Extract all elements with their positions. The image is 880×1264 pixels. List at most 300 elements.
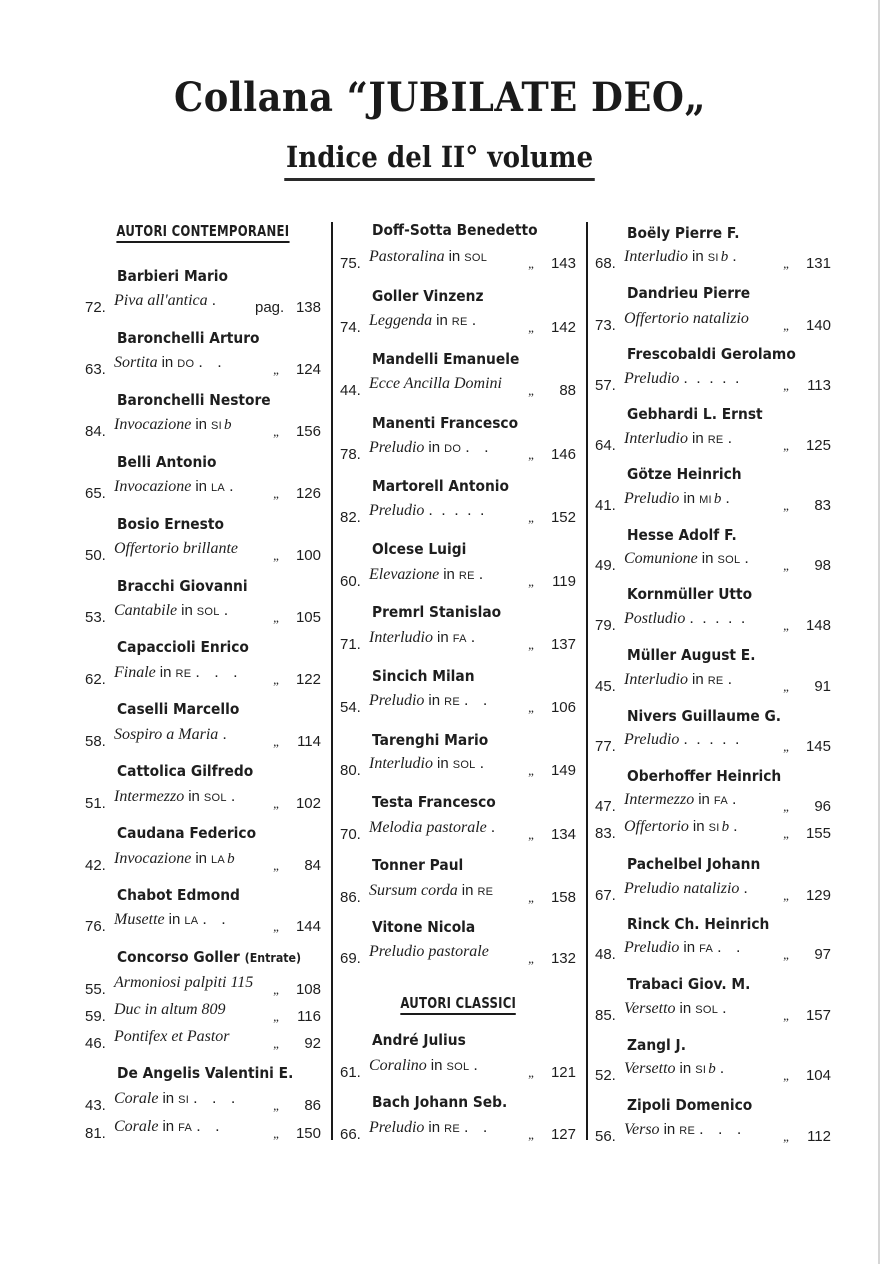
composer-name: [627, 975, 750, 993]
leader-dots: .: [471, 312, 482, 329]
composer-name: [627, 1036, 686, 1054]
index-entry[interactable]: [340, 1057, 576, 1081]
piece-title: Preludio: [624, 939, 680, 956]
entry-title-slot: [624, 310, 769, 330]
entry-title-slot: [624, 550, 769, 570]
index-entry[interactable]: [595, 818, 831, 842]
key-preposition: in: [437, 755, 449, 772]
musical-key: FA: [178, 1122, 193, 1134]
key-preposition: in: [683, 939, 696, 956]
entry-number: 57.: [595, 377, 616, 394]
key-preposition: in: [428, 439, 441, 456]
page-number: 122: [295, 671, 321, 688]
composer-name-text: Caselli Marcello: [117, 700, 240, 718]
composer-name-text: Concorso Goller: [117, 948, 240, 966]
key-preposition: in: [428, 1119, 441, 1136]
composer-name: [117, 700, 239, 718]
entry-number: 56.: [595, 1128, 616, 1145]
entry-title-slot: [624, 430, 769, 450]
entry-number: 54.: [340, 699, 361, 716]
key-preposition: in: [188, 788, 200, 805]
musical-key: SI: [707, 252, 719, 264]
composer-name-text: Doff-Sotta Benedetto: [372, 221, 538, 239]
composer-name: [627, 767, 781, 785]
ditto-mark: „: [528, 637, 534, 652]
musical-key: RE: [458, 570, 475, 582]
ditto-mark: „: [783, 318, 789, 333]
entry-title-slot: [114, 1028, 259, 1048]
index-entry[interactable]: [85, 292, 321, 316]
entry-title: [369, 439, 494, 457]
entry-number: 67.: [595, 887, 616, 904]
composer-name: [627, 345, 796, 363]
leader-dots: . . . . .: [683, 370, 742, 387]
entry-title-slot: [624, 1121, 769, 1141]
entry-title-slot: [114, 974, 259, 994]
page-number: 86: [304, 1097, 321, 1114]
page-number: 131: [805, 255, 831, 272]
index-entry[interactable]: [340, 502, 576, 526]
entry-title-slot: [624, 671, 769, 691]
musical-key: FA: [452, 633, 467, 645]
ditto-mark: „: [273, 1098, 279, 1113]
entry-number: 80.: [340, 762, 361, 779]
index-entry[interactable]: [85, 478, 321, 502]
entry-title: [114, 478, 239, 496]
entry-number: 65.: [85, 485, 106, 502]
ditto-mark: „: [783, 498, 789, 513]
composer-name: [372, 731, 488, 749]
entry-title: [114, 1090, 240, 1108]
entry-title: [624, 791, 741, 809]
page-number: 152: [550, 509, 576, 526]
entry-title: [369, 312, 481, 330]
entry-title-slot: [369, 882, 514, 902]
index-entry[interactable]: [595, 939, 831, 963]
entry-number: 60.: [340, 573, 361, 590]
entry-number: 52.: [595, 1067, 616, 1084]
leader-dots: .: [719, 1060, 730, 1077]
piece-title: Leggenda: [369, 312, 433, 329]
entry-title-slot: [114, 354, 259, 374]
index-entry[interactable]: [595, 310, 831, 334]
ditto-mark: „: [528, 447, 534, 462]
page-number: 148: [805, 617, 831, 634]
index-entry[interactable]: [340, 1119, 576, 1143]
musical-key: MI: [699, 494, 712, 506]
index-entry[interactable]: [85, 602, 321, 626]
key-preposition: in: [195, 850, 207, 867]
page-title: Collana “JUBILATE DEO„: [173, 74, 706, 121]
page-number: 143: [550, 255, 576, 272]
musical-key: DO: [177, 358, 195, 370]
page-number: 114: [297, 733, 321, 750]
page-number: 84: [304, 857, 321, 874]
entry-title: [369, 755, 489, 773]
entry-title-slot: [369, 566, 514, 586]
entry-number: 82.: [340, 509, 361, 526]
entry-title-slot: [114, 911, 259, 931]
ditto-mark: „: [783, 799, 789, 814]
entry-number: 42.: [85, 857, 106, 874]
index-entry[interactable]: [85, 354, 321, 378]
leader-dots: .: [478, 566, 489, 583]
piece-title: Ecce Ancilla Domini: [369, 375, 502, 392]
key-preposition: in: [428, 692, 441, 709]
musical-key: LA: [211, 482, 226, 494]
page-number: 102: [295, 795, 321, 812]
page-number: 113: [807, 377, 831, 394]
composer-name: [372, 540, 466, 558]
entry-title-slot: [369, 375, 514, 395]
musical-key: SI: [178, 1094, 190, 1106]
entry-number: 46.: [85, 1035, 106, 1052]
ditto-mark: „: [783, 438, 789, 453]
leader-dots: .: [727, 430, 738, 447]
composer-name: [117, 515, 224, 533]
entry-title: [624, 490, 735, 508]
page-number: 150: [295, 1125, 321, 1142]
piece-title: Preludio: [369, 692, 425, 709]
entry-title-slot: [369, 1119, 514, 1139]
entry-title-slot: [369, 502, 514, 522]
entry-number: 73.: [595, 317, 616, 334]
entry-number: 50.: [85, 547, 106, 564]
leader-dots: .: [223, 602, 234, 619]
page-number: 97: [814, 946, 831, 963]
entry-title: [114, 602, 233, 620]
composer-name: [627, 585, 752, 603]
leader-dots: . .: [202, 911, 231, 928]
leader-dots: .: [725, 490, 735, 507]
entry-number: 64.: [595, 437, 616, 454]
composer-name-text: Belli Antonio: [117, 453, 217, 471]
composer-name: [372, 603, 501, 621]
key-preposition: in: [162, 1118, 175, 1135]
entry-number: 85.: [595, 1007, 616, 1024]
index-entry[interactable]: [85, 1090, 321, 1114]
index-entry[interactable]: [595, 248, 831, 272]
entry-number: 83.: [595, 825, 616, 842]
page-number: 126: [295, 485, 321, 502]
piece-title: Interludio: [624, 671, 688, 688]
entry-title-slot: [369, 312, 514, 332]
entry-number: 77.: [595, 738, 616, 755]
composer-name: [627, 224, 740, 242]
composer-name-text: Boëly Pierre F.: [627, 224, 740, 242]
composer-name-text: André Julius: [372, 1031, 466, 1049]
piece-title: Melodia pastorale: [369, 819, 487, 836]
leader-dots: . . .: [195, 664, 243, 681]
musical-key: SOL: [717, 554, 741, 566]
leader-dots: . .: [717, 939, 746, 956]
index-entry[interactable]: [85, 664, 321, 688]
page-number: 124: [295, 361, 321, 378]
index-entry[interactable]: [85, 911, 321, 935]
ditto-mark: „: [273, 610, 279, 625]
piece-title: Interludio: [369, 755, 433, 772]
flat-sign-icon: b: [227, 851, 235, 867]
composer-name: [117, 329, 259, 347]
musical-key: RE: [444, 696, 460, 708]
musical-key: RE: [679, 1125, 696, 1137]
page-number: 92: [304, 1035, 321, 1052]
composer-name: [117, 762, 253, 780]
entry-number: 41.: [595, 497, 616, 514]
piece-title: Interludio: [624, 430, 688, 447]
composer-name-text: Trabaci Giov. M.: [627, 975, 751, 993]
entry-title: [624, 1121, 746, 1139]
entry-title: [369, 882, 493, 900]
leader-dots: . .: [465, 439, 494, 456]
composer-name: [627, 465, 742, 483]
index-entry[interactable]: [595, 671, 831, 695]
piece-title: Intermezzo: [114, 788, 185, 805]
composer-name-text: Martorell Antonio: [372, 477, 509, 495]
index-entry[interactable]: [340, 755, 576, 779]
entry-number: 61.: [340, 1064, 361, 1081]
page-number: 83: [814, 497, 831, 514]
index-entry[interactable]: [595, 880, 831, 904]
composer-name-text: De Angelis Valentini E.: [117, 1064, 294, 1082]
composer-name-text: Tonner Paul: [372, 856, 464, 874]
index-entry[interactable]: [85, 416, 321, 440]
piece-title: Offertorio brillante: [114, 540, 238, 557]
entry-number: 47.: [595, 798, 616, 815]
composer-name: [627, 284, 750, 302]
composer-name: [627, 707, 781, 725]
composer-name-text: Sincich Milan: [372, 667, 475, 685]
musical-key: RE: [451, 316, 468, 328]
composer-name: [372, 667, 475, 685]
entry-number: 63.: [85, 361, 106, 378]
section-heading-label: AUTORI CONTEMPORANEI: [117, 222, 290, 243]
entry-number: 55.: [85, 981, 106, 998]
piece-title: Piva all'antica: [114, 292, 208, 309]
leader-dots: .: [722, 1000, 732, 1017]
musical-key: RE: [477, 886, 494, 898]
index-entry[interactable]: [595, 1000, 831, 1024]
page-number: 156: [295, 423, 321, 440]
page-number: 142: [550, 319, 576, 336]
composer-name-text: Götze Heinrich: [627, 465, 742, 483]
piece-title: Musette: [114, 911, 165, 928]
page-number: 157: [805, 1007, 831, 1024]
key-preposition: in: [683, 490, 696, 507]
section-heading-label: AUTORI CLASSICI: [400, 994, 516, 1015]
key-preposition: in: [437, 629, 449, 646]
index-entry[interactable]: [85, 788, 321, 812]
entry-title-slot: [114, 1118, 259, 1138]
composer-name: [372, 1093, 507, 1111]
index-entry[interactable]: [595, 490, 831, 514]
composer-name: [372, 350, 519, 368]
musical-key: SI: [708, 822, 720, 834]
entry-number: 44.: [340, 382, 361, 399]
page-number: 144: [295, 918, 321, 935]
piece-title: Preludio: [624, 370, 680, 387]
entry-title-slot: [624, 610, 769, 630]
page-number: 127: [550, 1126, 576, 1143]
entry-title: [624, 880, 753, 898]
index-entry[interactable]: [340, 882, 576, 906]
entry-title: [369, 943, 489, 961]
entry-title: [114, 911, 231, 929]
entry-title: [114, 788, 240, 806]
entry-title-slot: [369, 439, 514, 459]
flat-sign-icon: b: [720, 249, 729, 265]
entry-number: 69.: [340, 950, 361, 967]
flat-sign-icon: b: [713, 491, 722, 507]
entry-title: [369, 502, 486, 520]
key-preposition: in: [181, 602, 193, 619]
entry-title: [369, 566, 488, 584]
entry-number: 53.: [85, 609, 106, 626]
ditto-mark: „: [528, 700, 534, 715]
composer-name-text: Frescobaldi Gerolamo: [627, 345, 796, 363]
entry-number: 84.: [85, 423, 106, 440]
musical-key: FA: [699, 943, 714, 955]
index-entry[interactable]: [85, 540, 321, 564]
index-entry[interactable]: [340, 312, 576, 336]
composer-name-text: Zangl J.: [627, 1036, 686, 1054]
composer-name-text: Bosio Ernesto: [117, 515, 224, 533]
piece-title: Pontifex et Pastor: [114, 1028, 230, 1045]
entry-title-slot: [369, 755, 514, 775]
page-number: 88: [559, 382, 576, 399]
piece-title: Offertorio natalizio: [624, 310, 749, 327]
musical-key: SI: [695, 1064, 707, 1076]
entry-number: 62.: [85, 671, 106, 688]
composer-name: [627, 646, 755, 664]
index-entry[interactable]: [340, 439, 576, 463]
entry-number: 72.: [85, 299, 106, 316]
index-entry[interactable]: [340, 375, 576, 399]
index-entry[interactable]: [595, 791, 831, 815]
entry-number: 51.: [85, 795, 106, 812]
piece-title: Interludio: [624, 248, 688, 265]
ditto-mark: „: [273, 1009, 279, 1024]
entry-title: [114, 1028, 230, 1046]
piece-title: Preludio: [369, 502, 425, 519]
ditto-mark: „: [783, 679, 789, 694]
piece-title: Interludio: [369, 629, 433, 646]
composer-name-text: Bach Johann Seb.: [372, 1093, 508, 1111]
index-entry[interactable]: [595, 550, 831, 574]
composer-name-text: Hesse Adolf F.: [627, 526, 737, 544]
entry-title: [624, 818, 743, 836]
leader-dots: . . . . .: [689, 610, 748, 627]
entry-number: 78.: [340, 446, 361, 463]
composer-name: [117, 453, 217, 471]
leader-dots: .: [727, 671, 738, 688]
entry-number: 79.: [595, 617, 616, 634]
musical-key: SOL: [446, 1061, 470, 1073]
entry-title: [369, 1119, 492, 1137]
entry-title: [114, 850, 235, 868]
composer-name: [372, 287, 483, 305]
piece-title: Versetto: [624, 1000, 676, 1017]
entry-title-slot: [624, 248, 769, 268]
entry-title: [624, 1000, 732, 1018]
entry-title-slot: [624, 1000, 769, 1020]
entry-title-slot: [114, 292, 255, 312]
entry-title: [114, 540, 238, 558]
index-entry[interactable]: [340, 248, 576, 272]
index-entry[interactable]: [340, 629, 576, 653]
ditto-mark: „: [273, 858, 279, 873]
ditto-mark: „: [273, 548, 279, 563]
key-preposition: in: [168, 911, 181, 928]
index-entry[interactable]: [85, 1118, 321, 1142]
entry-title-slot: [114, 726, 259, 746]
entry-title-slot: [624, 880, 769, 900]
entry-title: [624, 370, 741, 388]
index-entry[interactable]: [340, 943, 576, 967]
index-entry[interactable]: [340, 692, 576, 716]
page-number: 98: [814, 557, 831, 574]
entry-title-slot: [369, 943, 514, 963]
composer-name-text: Müller August E.: [627, 646, 756, 664]
index-entry[interactable]: [340, 566, 576, 590]
index-entry[interactable]: [85, 1001, 321, 1025]
entry-title-slot: [624, 939, 769, 959]
ditto-mark: „: [273, 424, 279, 439]
piece-title: Sursum corda: [369, 882, 458, 899]
index-entry[interactable]: [85, 726, 321, 750]
entry-title: [624, 671, 737, 689]
index-entry[interactable]: [85, 1028, 321, 1052]
leader-dots: .: [490, 819, 501, 836]
entry-number: 81.: [85, 1125, 106, 1142]
index-entry[interactable]: [595, 731, 831, 755]
index-entry[interactable]: [595, 430, 831, 454]
index-entry[interactable]: [85, 974, 321, 998]
index-entry[interactable]: [595, 1060, 831, 1084]
index-entry[interactable]: [340, 819, 576, 843]
leader-dots: .: [733, 818, 743, 835]
index-entry[interactable]: [85, 850, 321, 874]
musical-key: RE: [707, 675, 724, 687]
composer-name: [117, 824, 256, 842]
ditto-mark: „: [528, 256, 534, 271]
entry-title: [624, 610, 747, 628]
page-number: 112: [807, 1128, 831, 1145]
key-preposition: in: [692, 818, 705, 835]
ditto-mark: „: [783, 256, 789, 271]
entry-number: 68.: [595, 255, 616, 272]
key-preposition: in: [448, 248, 461, 265]
composer-name-text: Olcese Luigi: [372, 540, 467, 558]
entry-title-slot: [624, 370, 769, 390]
entry-number: 76.: [85, 918, 106, 935]
piece-title: Preludio: [369, 439, 425, 456]
entry-number: 48.: [595, 946, 616, 963]
composer-name-text: Goller Vinzenz: [372, 287, 484, 305]
ditto-mark: „: [273, 734, 279, 749]
entry-title-slot: [114, 850, 259, 870]
composer-name: [117, 267, 228, 285]
index-entry[interactable]: [595, 370, 831, 394]
musical-key: RE: [707, 434, 724, 446]
entry-title-slot: [624, 490, 769, 510]
key-preposition: in: [195, 416, 207, 433]
leader-dots: .: [470, 629, 481, 646]
composer-name-text: Caudana Federico: [117, 824, 257, 842]
index-entry[interactable]: [595, 610, 831, 634]
page-subtitle: Indice del II° volume: [285, 140, 596, 181]
index-entry[interactable]: [595, 1121, 831, 1145]
